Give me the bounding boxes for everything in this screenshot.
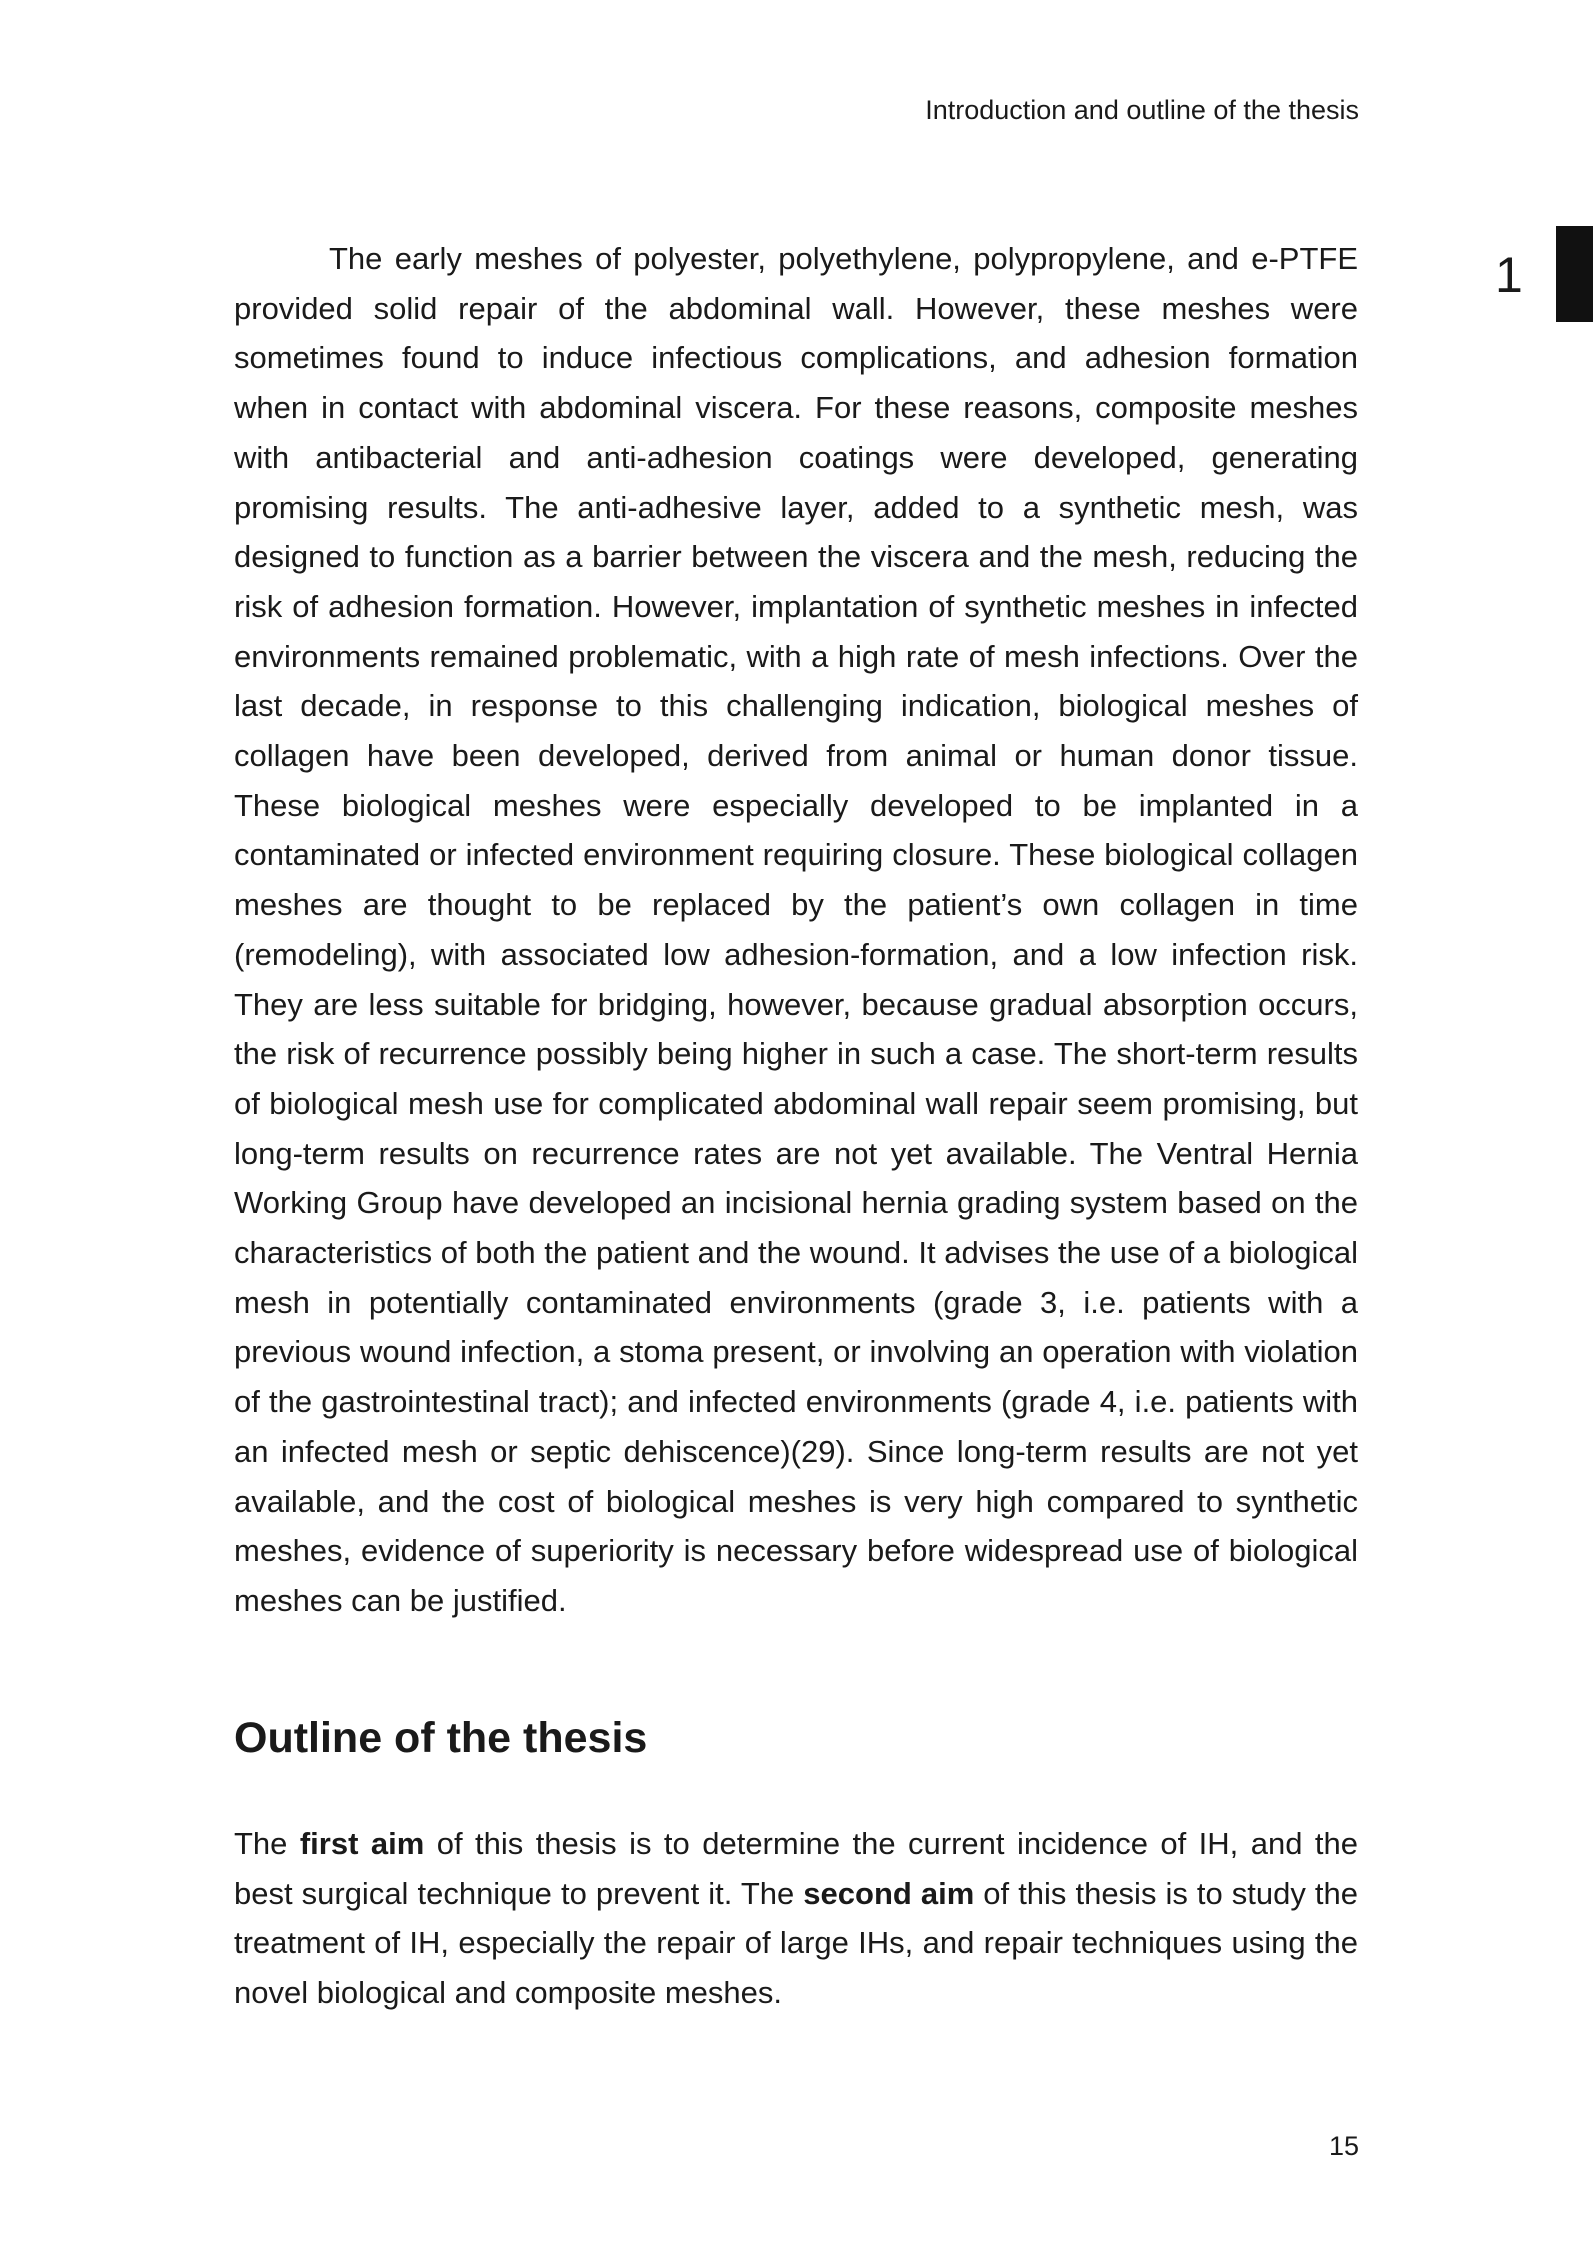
outline-bold-second-aim: second aim — [803, 1875, 975, 1911]
section-heading: Outline of the thesis — [234, 1714, 648, 1762]
running-header: Introduction and outline of the thesis — [925, 95, 1359, 125]
outline-text-2: of this thesis is to determine the current incidence of IH, and the best surgical technique to prevent it. The — [234, 1826, 1358, 1911]
chapter-number: 1 — [1495, 247, 1523, 303]
body-paragraph: The early meshes of polyester, polyethylene, polypropylene, and e-PTFE provided solid repair of the abdominal wall. However, these meshes were sometimes found to induce infectious complications, and adhesion formation when in contact with abdominal viscera. For these reasons, composite meshes with antibacterial and anti-adhesion coatings were developed, generating promising results. The anti-adhesive layer, added to a synthetic mesh, was designed to function as a barrier between the viscera and the mesh, reducing the risk of adhesion formation. However, implantation of synthetic meshes in infected environments remained problematic, with a high rate of mesh infections. Over the last decade, in response to this challenging indication, biological meshes of collagen have been developed, derived from animal or human donor tissue. These biological meshes were especially developed to be implanted in a contaminated or infected environment requiring closure. These biological collagen meshes are thought to be replaced by the patient’s own collagen in time (remodeling), with associated low adhesion-formation, and a low infection risk. They are less suitable for bridging, however, because gradual absorption occurs, the risk of recurrence possibly being higher in such a case. The short-term results of biological mesh use for complicated abdominal wall repair seem promising, but long-term results on recurrence rates are not yet available. The Ventral Hernia Working Group have developed an incisional hernia grading system based on the characteristics of both the patient and the wound. It advises the use of a biological mesh in potentially contaminated environments (grade 3, i.e. patients with a previous wound infection, a stoma present, or involving an operation with violation of the gastrointestinal tract); and infected environments (grade 4, i.e. patients with an infected mesh or septic dehiscence)(29). Since long-term results are not yet available, and the cost of biological meshes is very high compared to synthetic meshes, evidence of superiority is necessary before widespread use of biological meshes can be justified. — [234, 241, 1358, 1618]
chapter-tab-marker — [1556, 226, 1593, 322]
outline-paragraph — [234, 1819, 1358, 2018]
outline-bold-first-aim: first aim — [299, 1826, 425, 1861]
outline-text-3: of this thesis is to study the treatment of IH, especially the repair of large IHs, and repair techniques using the novel biological and composite meshes. — [234, 1875, 1358, 2011]
page-number: 15 — [1328, 2131, 1359, 2161]
outline-text-1: The — [234, 1826, 300, 1861]
